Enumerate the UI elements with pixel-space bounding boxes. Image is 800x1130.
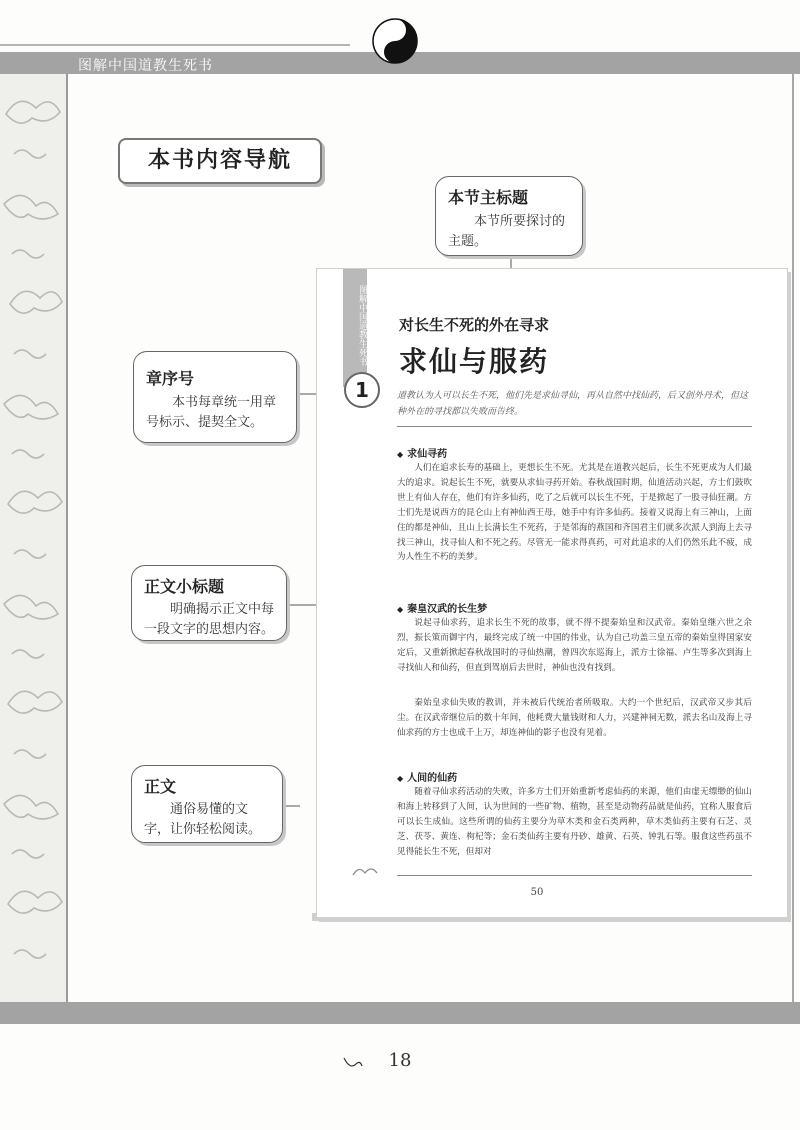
section-main-title: 求仙与服药 xyxy=(399,345,550,378)
callout-body-text xyxy=(131,765,283,843)
subheading xyxy=(397,600,487,615)
diamond-icon: ◆ xyxy=(397,450,404,459)
diamond-icon: ◆ xyxy=(397,605,404,614)
section-subtitle: 对长生不死的外在寻求 xyxy=(399,316,550,334)
intro-rule xyxy=(397,426,752,427)
sample-book-page xyxy=(316,268,788,918)
subheading-text: 秦皇汉武的长生梦 xyxy=(407,604,488,615)
page-number: 18 xyxy=(388,1050,412,1071)
footer-band xyxy=(0,1002,800,1024)
header-rule xyxy=(0,44,350,46)
right-border-rule xyxy=(792,74,794,1014)
callout-desc: 明确揭示正文中每一段文字的思想内容。 xyxy=(144,602,275,637)
callout-chapter-number xyxy=(133,351,297,443)
subheading-text: 人间的仙药 xyxy=(407,773,458,784)
side-tab xyxy=(343,269,367,387)
callout-section-title xyxy=(435,176,583,256)
sample-page-number: 50 xyxy=(530,887,544,898)
callout-title: 章序号 xyxy=(146,369,195,388)
subheading-text: 求仙寻药 xyxy=(407,449,448,460)
body-paragraph: 说起寻仙求药，追求长生不死的故事，就不得不提秦始皇和汉武帝。秦始皇继六世之余烈，振长策而御宇内，最终完成了统一中国的伟业，认为自己功盖三皇五帝的秦始皇得国家安定后，又重新掀起春秋战国时的寻仙热潮，曾四次东巡海上，派方士徐福、卢生等多次到海上寻找仙人和仙药，但直到驾崩后去世时，神仙也没有找到。 xyxy=(397,618,752,673)
side-tab-text: 图解中国道教生死书 xyxy=(357,285,367,366)
nav-title: 本书内容导航 xyxy=(118,138,322,184)
body-paragraph: 秦始皇求仙失败的教训，并未被后代统治者所吸取。大约一个世纪后，汉武帝又步其后尘。在汉武帝继位后的数十年间，他耗费大量钱财和人力，兴建神祠无数，派去名山及海上寻仙求药的方士也成千上万，却连神仙的影子也没有见着。 xyxy=(397,698,752,738)
cloud-pattern-border xyxy=(0,74,66,1002)
cloud-curl-icon xyxy=(351,863,381,879)
taiji-icon xyxy=(372,18,418,64)
section-intro: 道教认为人可以长生不死，他们先是求仙寻仙，再从自然中找仙药，后又创外丹术，但这种外在的寻找都以失败而告终。 xyxy=(397,391,749,417)
callout-desc: 通俗易懂的文字，让你轻松阅读。 xyxy=(144,802,262,837)
callout-title: 正文 xyxy=(144,777,177,796)
chapter-number-badge: 1 xyxy=(344,372,380,408)
series-title: 图解中国道教生死书 xyxy=(78,58,213,74)
footer-rule xyxy=(397,875,752,876)
callout-subheading xyxy=(131,565,287,641)
callout-title: 正文小标题 xyxy=(144,577,225,596)
subheading xyxy=(397,445,447,460)
body-paragraph: 随着寻仙求药活动的失败，许多方士们开始重新考虑仙药的来源，他们由虚无缥缈的仙山和海上转移到了人间，认为世间的一些矿物、植物，甚至是动物药品就是仙药，宜称人服食后可以长生成仙。这些所谓的仙药主要分为草木类和金石类两种，草木类仙药主要有石芝、灵芝、茯苓、黄连、枸杞等；金石类仙药主要有丹砂、雄黄、石英、钟乳石等。服食这些药虽不见得能长生不死，但却对 xyxy=(397,787,752,857)
callout-title: 本节主标题 xyxy=(448,188,529,207)
body-paragraph: 人们在追求长寿的基础上，更想长生不死。尤其是在道教兴起后，长生不死更成为人们最大的追求。说起长生不死，就要从求仙寻药开始。春秋战国时期，仙道活动兴起，方士们鼓吹世上有仙人存在，他们有许多仙药，吃了之后就可以长生不死，于是掀起了一股寻仙狂潮。方士们先是说西方的昆仑山上有神仙西王母，她手中有许多仙药。接着又说海上有三神山，上面住的都是神仙，且山上长满长生不死药，于是邻海的燕国和齐国君主们就多次派人到海上去寻找三神山，找寻仙人和不死之药。尽管无一能求得真药，可对此追求的人们仍然乐此不疲，成为人性生不朽的美梦。 xyxy=(397,463,752,563)
callout-desc: 本书每章统一用章号标示、提契全文。 xyxy=(146,395,277,430)
subheading xyxy=(397,769,457,784)
left-border-rule xyxy=(66,74,68,1002)
callout-desc: 本节所要探讨的主题。 xyxy=(448,214,566,249)
diamond-icon: ◆ xyxy=(397,774,404,783)
